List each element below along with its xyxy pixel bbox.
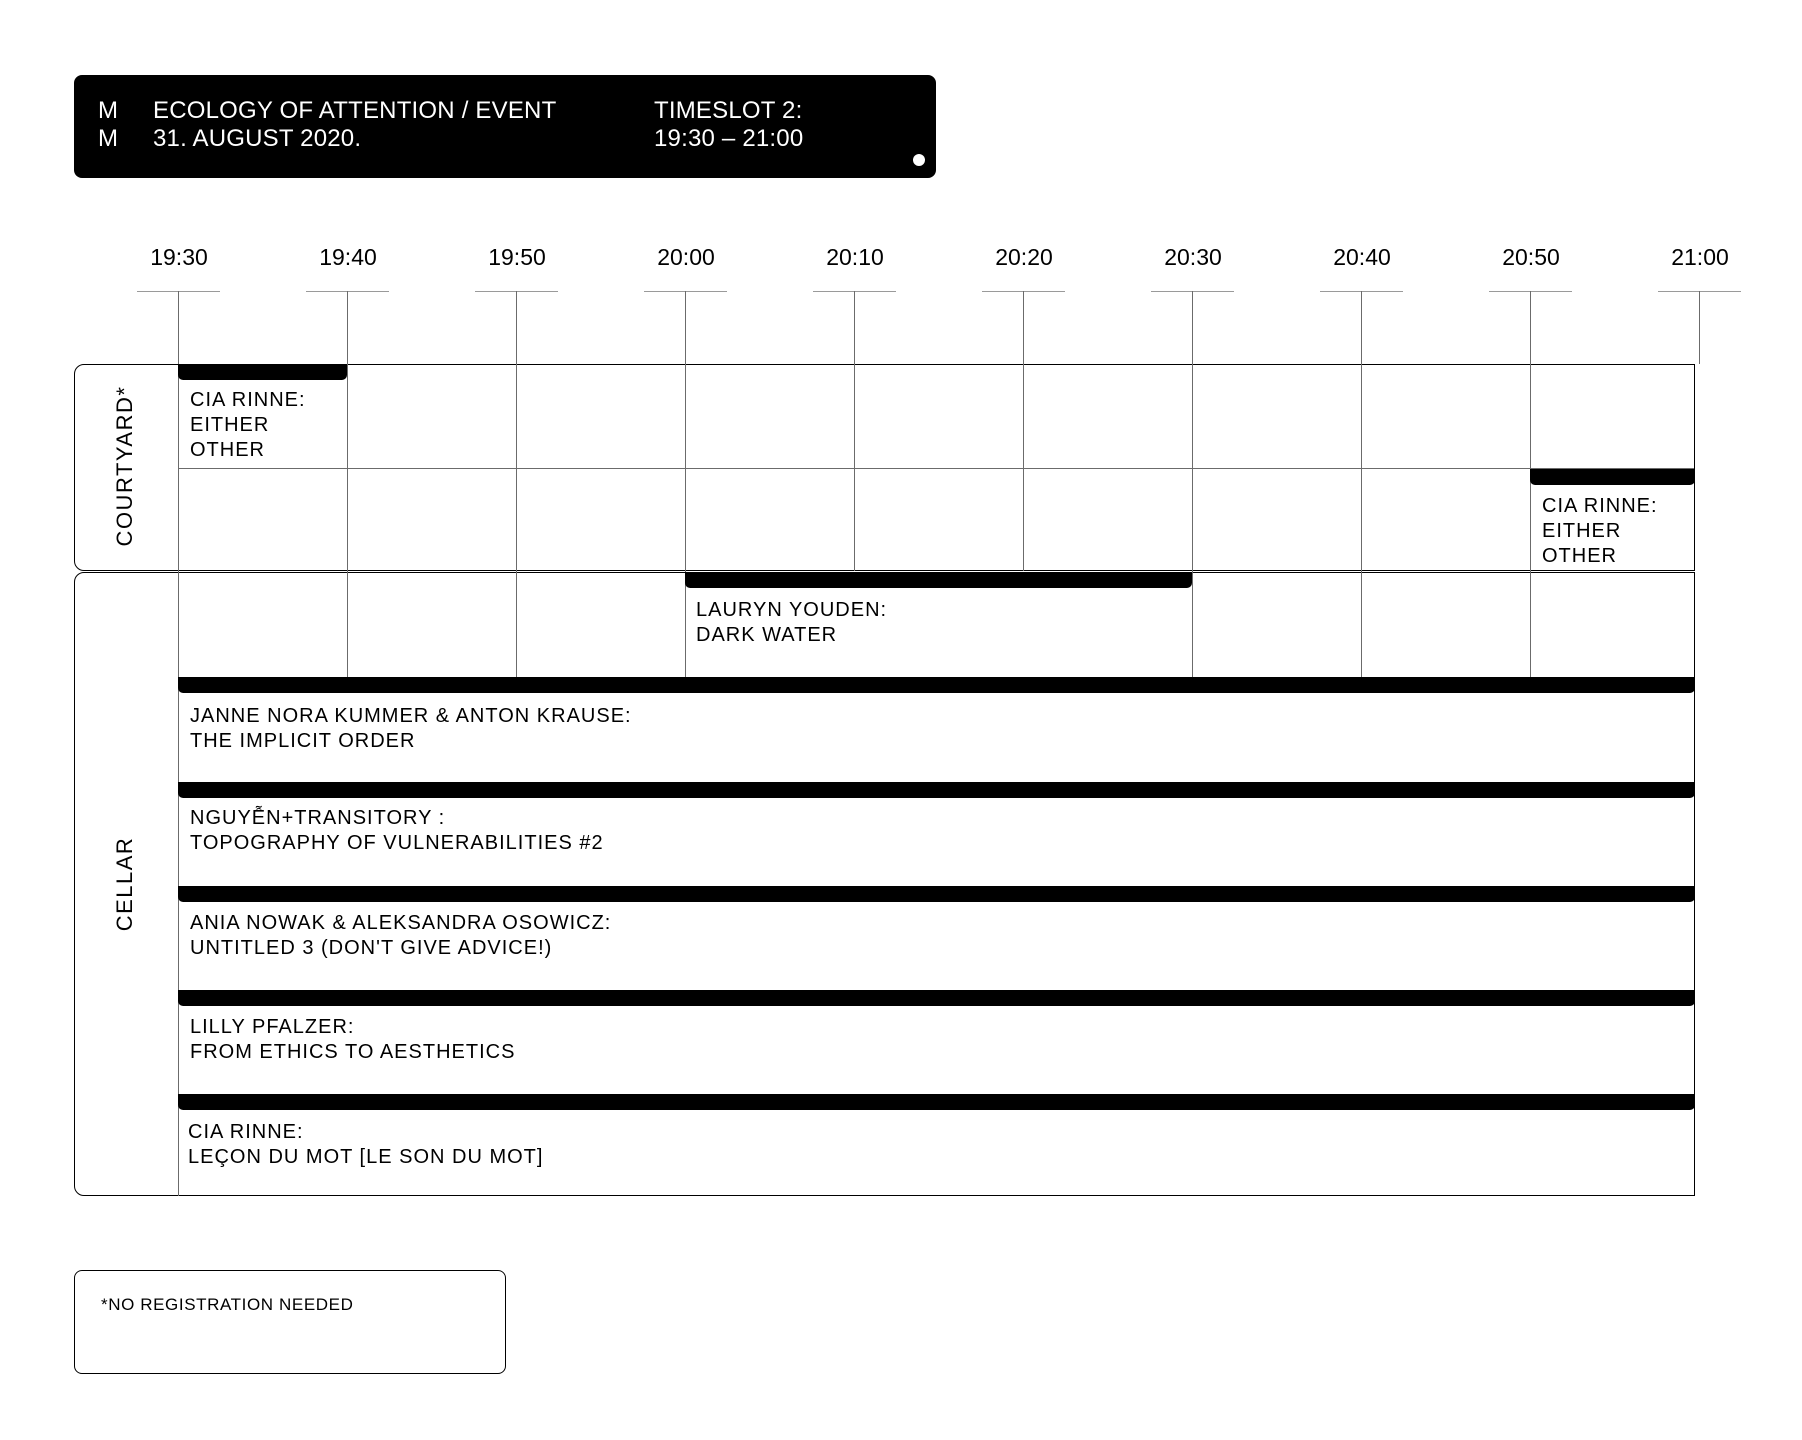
grid-line (516, 364, 517, 677)
time-label: 20:20 (995, 244, 1053, 270)
time-tick-line (1023, 291, 1024, 364)
event-header (74, 75, 936, 178)
event-bar (178, 364, 347, 380)
event-date: 31. AUGUST 2020. (153, 125, 362, 152)
event-bar (178, 677, 1695, 693)
event-bar (178, 886, 1695, 902)
grid-line (1023, 364, 1024, 571)
logo-mark-bottom: M (98, 125, 119, 152)
time-tick-line (516, 291, 517, 364)
event-label: CIA RINNE: EITHER OTHER (190, 389, 306, 461)
event-label: CIA RINNE: EITHER OTHER (1542, 495, 1658, 567)
time-label: 20:40 (1333, 244, 1391, 270)
event-bar (178, 1094, 1695, 1110)
time-label: 20:30 (1164, 244, 1222, 270)
grid-line (178, 364, 179, 1196)
event-label: CIA RINNE: LEÇON DU MOT [LE SON DU MOT] (188, 1121, 544, 1168)
time-label: 20:50 (1502, 244, 1560, 270)
time-label: 19:50 (488, 244, 546, 270)
event-bar (1530, 469, 1695, 485)
logo-mark-top: M (98, 97, 119, 124)
time-tick-line (1530, 291, 1531, 364)
grid-line (1530, 364, 1531, 677)
time-tick-line (347, 291, 348, 364)
footnote-box (74, 1270, 506, 1374)
dot-icon (913, 154, 925, 166)
time-tick-line (178, 291, 179, 364)
event-bar (178, 782, 1695, 798)
grid-line (685, 364, 686, 677)
event-bar (685, 572, 1192, 588)
time-tick-line (1361, 291, 1362, 364)
grid-line (347, 364, 348, 677)
time-tick-line (854, 291, 855, 364)
time-label: 20:10 (826, 244, 884, 270)
time-tick-line (1192, 291, 1193, 364)
time-label: 19:30 (150, 244, 208, 270)
event-bar (178, 990, 1695, 1006)
time-label: 20:00 (657, 244, 715, 270)
time-label: 21:00 (1671, 244, 1729, 270)
event-label: ANIA NOWAK & ALEKSANDRA OSOWICZ: UNTITLED 3 (DON'T GIVE ADVICE!) (190, 912, 612, 959)
event-label: NGUYỄN+TRANSITORY : TOPOGRAPHY OF VULNERABILITIES #2 (190, 807, 604, 854)
event-label: LAURYN YOUDEN: DARK WATER (696, 599, 888, 646)
grid-line (1361, 364, 1362, 677)
timeslot-range: 19:30 – 21:00 (654, 125, 804, 152)
timeslot-label: TIMESLOT 2: (654, 97, 803, 124)
time-tick-line (1699, 291, 1700, 364)
event-label: JANNE NORA KUMMER & ANTON KRAUSE: THE IMPLICIT ORDER (190, 705, 632, 752)
venue-label-cellar: CELLAR (112, 836, 137, 932)
grid-line (178, 468, 1694, 469)
event-label: LILLY PFALZER: FROM ETHICS TO AESTHETICS (190, 1016, 516, 1063)
time-label: 19:40 (319, 244, 377, 270)
venue-label-courtyard: COURTYARD* (112, 385, 137, 547)
grid-line (854, 364, 855, 571)
time-tick-line (685, 291, 686, 364)
grid-line (1192, 364, 1193, 677)
footnote-text: *NO REGISTRATION NEEDED (101, 1295, 354, 1314)
event-title: ECOLOGY OF ATTENTION / EVENT (153, 97, 557, 124)
